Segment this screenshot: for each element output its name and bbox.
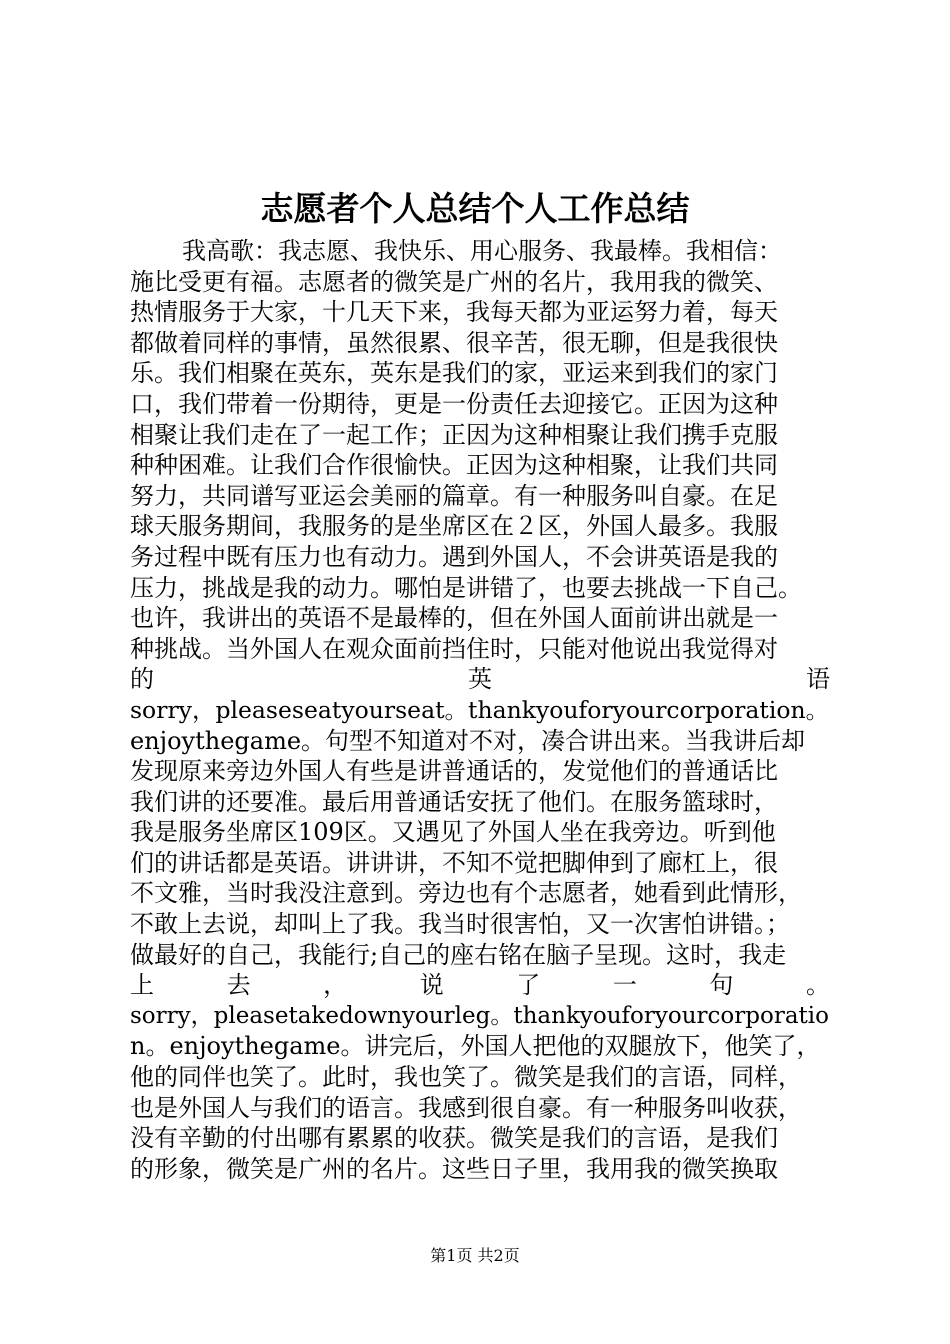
body-line: 乐。我们相聚在英东，英东是我们的家，亚运来到我们的家门 [130,359,778,388]
body-line: sorry，pleasetakedownyourleg。thankyouforyourcorporatio [130,1002,829,1029]
body-line: 做最好的自己，我能行;自己的座右铭在脑子呈现。这时，我走 [130,940,787,969]
body-line: 我高歌：我志愿、我快乐、用心服务、我最棒。我相信： [182,237,782,265]
body-char: 说 [419,971,444,1000]
body-line: 我是服务坐席区109区。又遇见了外国人坐在我旁边。听到他 [130,818,776,847]
body-line: 压力，挑战是我的动力。哪怕是讲错了，也要去挑战一下自己。 [130,573,802,602]
body-line: 球天服务期间，我服务的是坐席区在２区，外国人最多。我服 [130,512,778,541]
body-line: 他的同伴也笑了。此时，我也笑了。微笑是我们的言语，同样， [130,1063,802,1092]
body-line: 不敢上去说，却叫上了我。我当时很害怕，又一次害怕讲错。； [130,910,790,939]
body-line: 热情服务于大家，十几天下来，我每天都为亚运努力着，每天 [130,298,778,327]
body-line: 种种困难。让我们合作很愉快。正因为这种相聚，让我们共同 [130,451,778,480]
body-line: sorry，pleaseseatyourseat。thankyouforyourcorporation。 [130,695,830,724]
body-char: 一 [612,971,637,1000]
body-char: 去 [226,971,251,1000]
body-char: 语 [806,665,830,694]
body-line: 务过程中既有压力也有动力。遇到外国人，不会讲英语是我的 [130,542,778,571]
body-line: 都做着同样的事情，虽然很累、很辛苦，很无聊，但是我很快 [130,328,778,357]
body-line: n。enjoythegame。讲完后，外国人把他的双腿放下，他笑了， [130,1032,821,1061]
body-line: 发现原来旁边外国人有些是讲普通话的，发觉他们的普通话比 [130,757,778,786]
body-line: 相聚让我们走在了一起工作；正因为这种相聚让我们携手克服 [130,420,778,449]
document-body [130,236,830,1184]
body-line: 努力，共同谱写亚运会美丽的篇章。有一种服务叫自豪。在足 [130,481,778,510]
body-char: 句 [709,971,734,1000]
document-title: 志愿者个人总结个人工作总结 [260,189,690,228]
body-line: 也是外国人与我们的语言。我感到很自豪。有一种服务叫收获， [130,1093,802,1122]
page-footer: 第1页 共2页 [430,1246,520,1265]
body-char: 了 [516,971,541,1000]
body-line: 我们讲的还要准。最后用普通话安抚了他们。在服务篮球时， [130,787,778,816]
body-line [130,664,830,695]
body-line: enjoythegame。句型不知道对不对，凑合讲出来。当我讲后却 [130,726,806,755]
body-line: 的形象，微笑是广州的名片。这些日子里，我用我的微笑换取 [130,1154,778,1183]
body-line: 也许，我讲出的英语不是最棒的，但在外国人面前讲出就是一 [130,604,778,633]
body-line: 没有辛勤的付出哪有累累的收获。微笑是我们的言语，是我们 [130,1124,778,1153]
body-char: ， [323,971,348,1000]
body-line: 不文雅，当时我没注意到。旁边也有个志愿者，她看到此情形， [130,879,802,908]
body-line: 施比受更有福。志愿者的微笑是广州的名片，我用我的微笑、 [130,267,778,296]
body-char: 的 [130,665,154,694]
body-char: 英 [468,665,492,694]
body-char: 。 [805,971,830,1000]
body-line [130,970,830,1001]
body-line: 们的讲话都是英语。讲讲讲，不知不觉把脚伸到了廊杠上，很 [130,848,778,877]
body-line: 口，我们带着一份期待，更是一份责任去迎接它。正因为这种 [130,389,778,418]
body-line: 种挑战。当外国人在观众面前挡住时，只能对他说出我觉得对 [130,634,778,663]
body-char: 上 [130,971,154,1000]
